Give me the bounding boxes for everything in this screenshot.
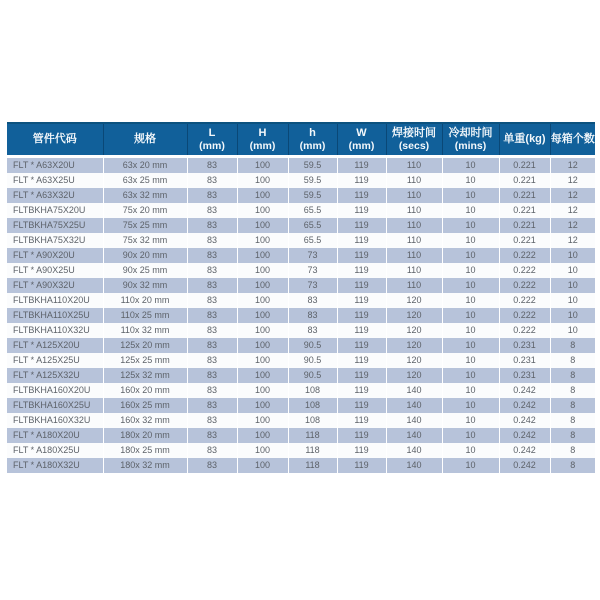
column-header-label: h [309,126,316,139]
cell-H_mm: 100 [237,293,288,308]
cell-cool_mins: 10 [442,383,499,398]
spec-table-body [7,157,595,474]
cell-L_mm: 83 [187,353,237,368]
cell-unit_weight_kg: 0.222 [499,293,550,308]
column-header-part-code [7,123,103,157]
cell-h_mm: 118 [288,428,337,443]
cell-part_code: FLT * A63X20U [7,157,103,174]
cell-weld_secs: 110 [386,233,442,248]
cell-L_mm: 83 [187,383,237,398]
table-row [7,157,595,174]
cell-W_mm: 119 [337,338,386,353]
cell-L_mm: 83 [187,308,237,323]
cell-h_mm: 73 [288,278,337,293]
cell-L_mm: 83 [187,443,237,458]
cell-qty_per_box: 8 [550,443,595,458]
cell-part_code: FLT * A125X25U [7,353,103,368]
column-header-H [237,123,288,157]
cell-h_mm: 73 [288,248,337,263]
table-row [7,353,595,368]
cell-cool_mins: 10 [442,173,499,188]
cell-W_mm: 119 [337,368,386,383]
cell-L_mm: 83 [187,293,237,308]
table-row [7,428,595,443]
table-row [7,458,595,473]
cell-cool_mins: 10 [442,443,499,458]
cell-unit_weight_kg: 0.222 [499,308,550,323]
cell-W_mm: 119 [337,157,386,174]
table-row [7,383,595,398]
cell-L_mm: 83 [187,248,237,263]
cell-weld_secs: 110 [386,203,442,218]
cell-cool_mins: 10 [442,398,499,413]
cell-cool_mins: 10 [442,338,499,353]
product-spec-table [7,122,595,473]
cell-part_code: FLT * A90X32U [7,278,103,293]
cell-cool_mins: 10 [442,413,499,428]
cell-W_mm: 119 [337,443,386,458]
cell-qty_per_box: 12 [550,188,595,203]
cell-W_mm: 119 [337,218,386,233]
cell-H_mm: 100 [237,458,288,473]
cell-unit_weight_kg: 0.222 [499,323,550,338]
cell-W_mm: 119 [337,308,386,323]
cell-qty_per_box: 8 [550,413,595,428]
cell-W_mm: 119 [337,278,386,293]
column-header-sub: (secs) [398,139,430,152]
cell-qty_per_box: 8 [550,368,595,383]
cell-h_mm: 59.5 [288,157,337,174]
cell-unit_weight_kg: 0.221 [499,203,550,218]
cell-weld_secs: 140 [386,428,442,443]
cell-part_code: FLT * A90X25U [7,263,103,278]
cell-W_mm: 119 [337,233,386,248]
cell-part_code: FLTBKHA160X20U [7,383,103,398]
cell-qty_per_box: 12 [550,233,595,248]
cell-W_mm: 119 [337,413,386,428]
column-header-h [288,123,337,157]
cell-h_mm: 65.5 [288,218,337,233]
cell-part_code: FLTBKHA160X25U [7,398,103,413]
cell-unit_weight_kg: 0.242 [499,458,550,473]
cell-qty_per_box: 12 [550,218,595,233]
cell-W_mm: 119 [337,248,386,263]
cell-W_mm: 119 [337,203,386,218]
cell-unit_weight_kg: 0.231 [499,353,550,368]
cell-part_code: FLTBKHA75X25U [7,218,103,233]
column-header-qty-per-box [550,123,595,157]
cell-unit_weight_kg: 0.221 [499,157,550,174]
cell-part_code: FLT * A180X25U [7,443,103,458]
cell-qty_per_box: 8 [550,458,595,473]
cell-unit_weight_kg: 0.231 [499,338,550,353]
cell-spec: 160x 32 mm [103,413,187,428]
spec-table-container [7,122,595,473]
cell-spec: 90x 20 mm [103,248,187,263]
cell-L_mm: 83 [187,157,237,174]
cell-cool_mins: 10 [442,263,499,278]
cell-W_mm: 119 [337,398,386,413]
cell-qty_per_box: 10 [550,278,595,293]
cell-cool_mins: 10 [442,308,499,323]
column-header-label: W [356,126,367,139]
cell-W_mm: 119 [337,458,386,473]
cell-W_mm: 119 [337,188,386,203]
cell-part_code: FLT * A180X32U [7,458,103,473]
cell-qty_per_box: 12 [550,157,595,174]
cell-qty_per_box: 10 [550,293,595,308]
column-header-W [337,123,386,157]
cell-part_code: FLTBKHA110X20U [7,293,103,308]
cell-W_mm: 119 [337,428,386,443]
cell-spec: 160x 25 mm [103,398,187,413]
cell-h_mm: 118 [288,443,337,458]
cell-L_mm: 83 [187,218,237,233]
cell-spec: 180x 20 mm [103,428,187,443]
cell-weld_secs: 110 [386,218,442,233]
cell-L_mm: 83 [187,428,237,443]
cell-h_mm: 83 [288,323,337,338]
cell-qty_per_box: 8 [550,353,595,368]
cell-L_mm: 83 [187,413,237,428]
cell-L_mm: 83 [187,323,237,338]
column-header-sub: (mm) [249,139,276,152]
cell-qty_per_box: 12 [550,173,595,188]
cell-cool_mins: 10 [442,203,499,218]
cell-L_mm: 83 [187,188,237,203]
cell-H_mm: 100 [237,383,288,398]
column-header-sub: (mm) [348,139,375,152]
cell-cool_mins: 10 [442,368,499,383]
cell-spec: 75x 25 mm [103,218,187,233]
table-row [7,293,595,308]
cell-h_mm: 108 [288,398,337,413]
table-row [7,278,595,293]
cell-h_mm: 59.5 [288,188,337,203]
cell-qty_per_box: 10 [550,263,595,278]
cell-weld_secs: 110 [386,188,442,203]
cell-H_mm: 100 [237,353,288,368]
cell-part_code: FLT * A125X32U [7,368,103,383]
cell-weld_secs: 120 [386,308,442,323]
column-header-label: 规格 [134,132,156,145]
table-row [7,188,595,203]
cell-weld_secs: 110 [386,278,442,293]
cell-spec: 125x 20 mm [103,338,187,353]
table-row [7,323,595,338]
cell-h_mm: 90.5 [288,353,337,368]
table-row [7,263,595,278]
cell-L_mm: 83 [187,398,237,413]
cell-part_code: FLTBKHA160X32U [7,413,103,428]
table-row [7,203,595,218]
cell-h_mm: 73 [288,263,337,278]
cell-spec: 63x 32 mm [103,188,187,203]
cell-weld_secs: 110 [386,263,442,278]
column-header-label: H [258,126,267,139]
cell-part_code: FLT * A63X32U [7,188,103,203]
cell-spec: 180x 25 mm [103,443,187,458]
table-header [7,123,595,157]
cell-spec: 75x 32 mm [103,233,187,248]
cell-spec: 110x 20 mm [103,293,187,308]
cell-unit_weight_kg: 0.242 [499,383,550,398]
cell-H_mm: 100 [237,157,288,174]
cell-unit_weight_kg: 0.242 [499,413,550,428]
cell-spec: 63x 20 mm [103,157,187,174]
cell-cool_mins: 10 [442,233,499,248]
cell-part_code: FLTBKHA75X20U [7,203,103,218]
cell-L_mm: 83 [187,278,237,293]
table-row [7,308,595,323]
cell-L_mm: 83 [187,203,237,218]
cell-unit_weight_kg: 0.222 [499,278,550,293]
cell-unit_weight_kg: 0.222 [499,248,550,263]
cell-part_code: FLT * A90X20U [7,248,103,263]
cell-L_mm: 83 [187,458,237,473]
cell-weld_secs: 140 [386,398,442,413]
cell-part_code: FLT * A63X25U [7,173,103,188]
cell-weld_secs: 140 [386,383,442,398]
cell-h_mm: 90.5 [288,338,337,353]
cell-weld_secs: 120 [386,338,442,353]
cell-spec: 125x 32 mm [103,368,187,383]
cell-W_mm: 119 [337,353,386,368]
cell-spec: 125x 25 mm [103,353,187,368]
column-header-label: L [208,126,216,139]
cell-qty_per_box: 12 [550,203,595,218]
cell-weld_secs: 140 [386,458,442,473]
table-row [7,368,595,383]
column-header-label: 单重(kg) [503,132,546,145]
table-row [7,173,595,188]
cell-H_mm: 100 [237,413,288,428]
cell-part_code: FLT * A180X20U [7,428,103,443]
cell-H_mm: 100 [237,278,288,293]
cell-cool_mins: 10 [442,428,499,443]
cell-qty_per_box: 8 [550,398,595,413]
table-row [7,413,595,428]
cell-H_mm: 100 [237,233,288,248]
cell-unit_weight_kg: 0.221 [499,218,550,233]
cell-weld_secs: 110 [386,248,442,263]
cell-qty_per_box: 10 [550,308,595,323]
cell-H_mm: 100 [237,368,288,383]
cell-weld_secs: 110 [386,173,442,188]
cell-W_mm: 119 [337,173,386,188]
column-header-L [187,123,237,157]
cell-W_mm: 119 [337,383,386,398]
cell-H_mm: 100 [237,308,288,323]
cell-weld_secs: 120 [386,368,442,383]
cell-part_code: FLTBKHA110X25U [7,308,103,323]
cell-h_mm: 108 [288,383,337,398]
table-row [7,338,595,353]
cell-cool_mins: 10 [442,157,499,174]
cell-unit_weight_kg: 0.221 [499,173,550,188]
cell-unit_weight_kg: 0.222 [499,263,550,278]
cell-H_mm: 100 [237,428,288,443]
cell-spec: 63x 25 mm [103,173,187,188]
cell-W_mm: 119 [337,293,386,308]
cell-L_mm: 83 [187,263,237,278]
cell-H_mm: 100 [237,338,288,353]
column-header-sub: (mm) [299,139,326,152]
cell-cool_mins: 10 [442,248,499,263]
cell-h_mm: 90.5 [288,368,337,383]
cell-weld_secs: 120 [386,323,442,338]
cell-spec: 90x 32 mm [103,278,187,293]
column-header-weld-time [386,123,442,157]
cell-W_mm: 119 [337,323,386,338]
cell-cool_mins: 10 [442,353,499,368]
cell-weld_secs: 120 [386,353,442,368]
cell-spec: 90x 25 mm [103,263,187,278]
column-header-label: 焊接时间 [392,126,436,139]
table-row [7,443,595,458]
cell-h_mm: 83 [288,308,337,323]
cell-unit_weight_kg: 0.221 [499,233,550,248]
cell-W_mm: 119 [337,263,386,278]
column-header-sub: (mm) [199,139,225,152]
cell-spec: 160x 20 mm [103,383,187,398]
cell-H_mm: 100 [237,443,288,458]
cell-H_mm: 100 [237,398,288,413]
table-row [7,398,595,413]
cell-H_mm: 100 [237,188,288,203]
cell-spec: 180x 32 mm [103,458,187,473]
cell-L_mm: 83 [187,233,237,248]
cell-cool_mins: 10 [442,458,499,473]
cell-part_code: FLTBKHA110X32U [7,323,103,338]
cell-h_mm: 65.5 [288,203,337,218]
cell-h_mm: 118 [288,458,337,473]
cell-H_mm: 100 [237,323,288,338]
cell-weld_secs: 140 [386,413,442,428]
cell-h_mm: 59.5 [288,173,337,188]
cell-weld_secs: 110 [386,157,442,174]
cell-qty_per_box: 10 [550,323,595,338]
cell-weld_secs: 140 [386,443,442,458]
cell-qty_per_box: 8 [550,383,595,398]
table-row [7,248,595,263]
table-row [7,218,595,233]
cell-qty_per_box: 8 [550,338,595,353]
cell-cool_mins: 10 [442,323,499,338]
cell-cool_mins: 10 [442,188,499,203]
cell-h_mm: 83 [288,293,337,308]
cell-H_mm: 100 [237,248,288,263]
cell-spec: 75x 20 mm [103,203,187,218]
cell-cool_mins: 10 [442,278,499,293]
table-row [7,233,595,248]
cell-cool_mins: 10 [442,218,499,233]
column-header-label: 每箱个数 [550,132,595,145]
cell-H_mm: 100 [237,203,288,218]
column-header-unit-weight [499,123,550,157]
cell-L_mm: 83 [187,338,237,353]
cell-spec: 110x 32 mm [103,323,187,338]
column-header-label: 冷却时间 [448,126,493,139]
cell-spec: 110x 25 mm [103,308,187,323]
cell-weld_secs: 120 [386,293,442,308]
cell-unit_weight_kg: 0.242 [499,428,550,443]
cell-H_mm: 100 [237,173,288,188]
cell-part_code: FLT * A125X20U [7,338,103,353]
cell-H_mm: 100 [237,218,288,233]
cell-cool_mins: 10 [442,293,499,308]
cell-qty_per_box: 10 [550,248,595,263]
column-header-spec [103,123,187,157]
cell-unit_weight_kg: 0.231 [499,368,550,383]
cell-h_mm: 108 [288,413,337,428]
cell-h_mm: 65.5 [288,233,337,248]
column-header-label: 管件代码 [32,132,77,145]
cell-part_code: FLTBKHA75X32U [7,233,103,248]
column-header-cool-time [442,123,499,157]
cell-L_mm: 83 [187,173,237,188]
cell-qty_per_box: 8 [550,428,595,443]
cell-unit_weight_kg: 0.242 [499,398,550,413]
cell-L_mm: 83 [187,368,237,383]
column-header-sub: (mins) [454,139,487,152]
cell-unit_weight_kg: 0.242 [499,443,550,458]
cell-unit_weight_kg: 0.221 [499,188,550,203]
cell-H_mm: 100 [237,263,288,278]
